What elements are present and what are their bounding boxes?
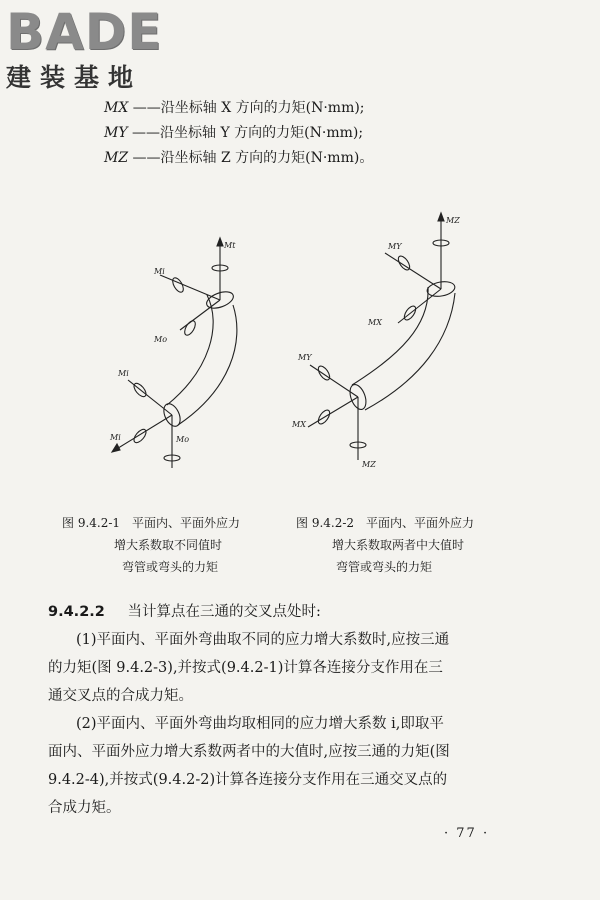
section-heading <box>48 598 568 626</box>
axis-y-top <box>385 253 441 289</box>
elbow-pipe-outer <box>167 295 213 405</box>
elbow-pipe-outer <box>352 287 428 385</box>
figure-1-caption <box>62 512 292 578</box>
definition-text: ——沿坐标轴 Z 方向的力矩(N·mm)。 <box>132 150 374 166</box>
section-title: 当计算点在三通的交叉点处时: <box>127 604 321 620</box>
moment-definitions <box>104 96 373 171</box>
label-mi-bottom: Mi <box>110 433 121 442</box>
caption-line: 图 9.4.2-2 平面内、平面外应力 <box>296 516 475 530</box>
label-mz-top: MZ <box>446 216 460 225</box>
caption-line: 弯管或弯头的力矩 <box>122 560 219 574</box>
definition-text: ——沿坐标轴 X 方向的力矩(N·mm); <box>132 100 365 116</box>
definition-mz <box>104 146 373 171</box>
definition-text: ——沿坐标轴 Y 方向的力矩(N·mm); <box>132 125 364 141</box>
label-mt: Mt <box>224 241 236 250</box>
axis-i-top <box>160 275 220 300</box>
caption-line: 图 9.4.2-1 平面内、平面外应力 <box>62 516 241 530</box>
elbow-diagram-1 <box>70 230 300 480</box>
label-my-top: MY <box>388 242 402 251</box>
arrow-head <box>112 444 120 452</box>
label-mo-bottom: Mo <box>176 435 190 444</box>
rotation-symbol <box>183 319 198 337</box>
section-number: 9.4.2.2 <box>48 604 105 620</box>
rotation-symbol <box>316 364 332 382</box>
paragraph-line: 合成力矩。 <box>48 800 121 816</box>
label-my-bottom: MY <box>298 353 312 362</box>
paragraph-line: (1)平面内、平面外弯曲取不同的应力增大系数时,应按三通 <box>76 632 450 648</box>
axis-o-top <box>180 300 220 330</box>
label-mo-top: Mo <box>154 335 168 344</box>
rotation-symbol <box>132 427 148 444</box>
paragraph-line: 面内、平面外应力增大系数两者中的大值时,应按三通的力矩(图 <box>48 744 450 760</box>
page-number: · 77 · <box>444 826 490 841</box>
logo-subtitle: 建装基地 <box>6 63 143 92</box>
elbow-pipe-inner <box>365 293 455 410</box>
section-body <box>48 598 568 822</box>
definition-mx <box>104 96 373 121</box>
definition-my <box>104 121 373 146</box>
logo-word: BADE <box>6 3 163 61</box>
paragraph-line: 的力矩(图 9.4.2-3),并按式(9.4.2-1)计算各连接分支作用在三 <box>48 660 443 676</box>
elbow-diagram-2 <box>280 205 490 475</box>
arrow-head <box>438 213 444 221</box>
arrow-head <box>217 238 223 246</box>
axis-y-bottom <box>310 365 358 397</box>
figure-2-caption <box>296 512 526 578</box>
label-mi-top: Mi <box>154 267 165 276</box>
figure-elbow-max-factor <box>280 205 490 475</box>
label-mx-bottom: MX <box>292 420 306 429</box>
paragraph-line: (2)平面内、平面外弯曲均取相同的应力增大系数 i,即取平 <box>76 716 444 732</box>
watermark-logo <box>6 3 181 94</box>
symbol: MX <box>104 100 129 116</box>
symbol: MZ <box>104 150 129 166</box>
symbol: MY <box>104 125 128 141</box>
paragraph-line: 通交叉点的合成力矩。 <box>48 688 193 704</box>
elbow-pipe-inner <box>178 305 237 425</box>
caption-line: 增大系数取不同值时 <box>114 538 223 552</box>
rotation-symbol <box>396 254 412 272</box>
caption-line: 弯管或弯头的力矩 <box>336 560 433 574</box>
label-mi-mid: Mi <box>118 369 129 378</box>
label-mx-top: MX <box>368 318 382 327</box>
figure-elbow-different-factors <box>70 230 300 480</box>
paragraph-line: 9.4.2-4),并按式(9.4.2-2)计算各连接分支作用在三通交叉点的 <box>48 772 448 788</box>
axis-x-bottom <box>308 397 358 427</box>
axis-i-bottom <box>115 415 172 450</box>
caption-line: 增大系数取两者中大值时 <box>332 538 465 552</box>
label-mz-bottom: MZ <box>362 460 376 469</box>
